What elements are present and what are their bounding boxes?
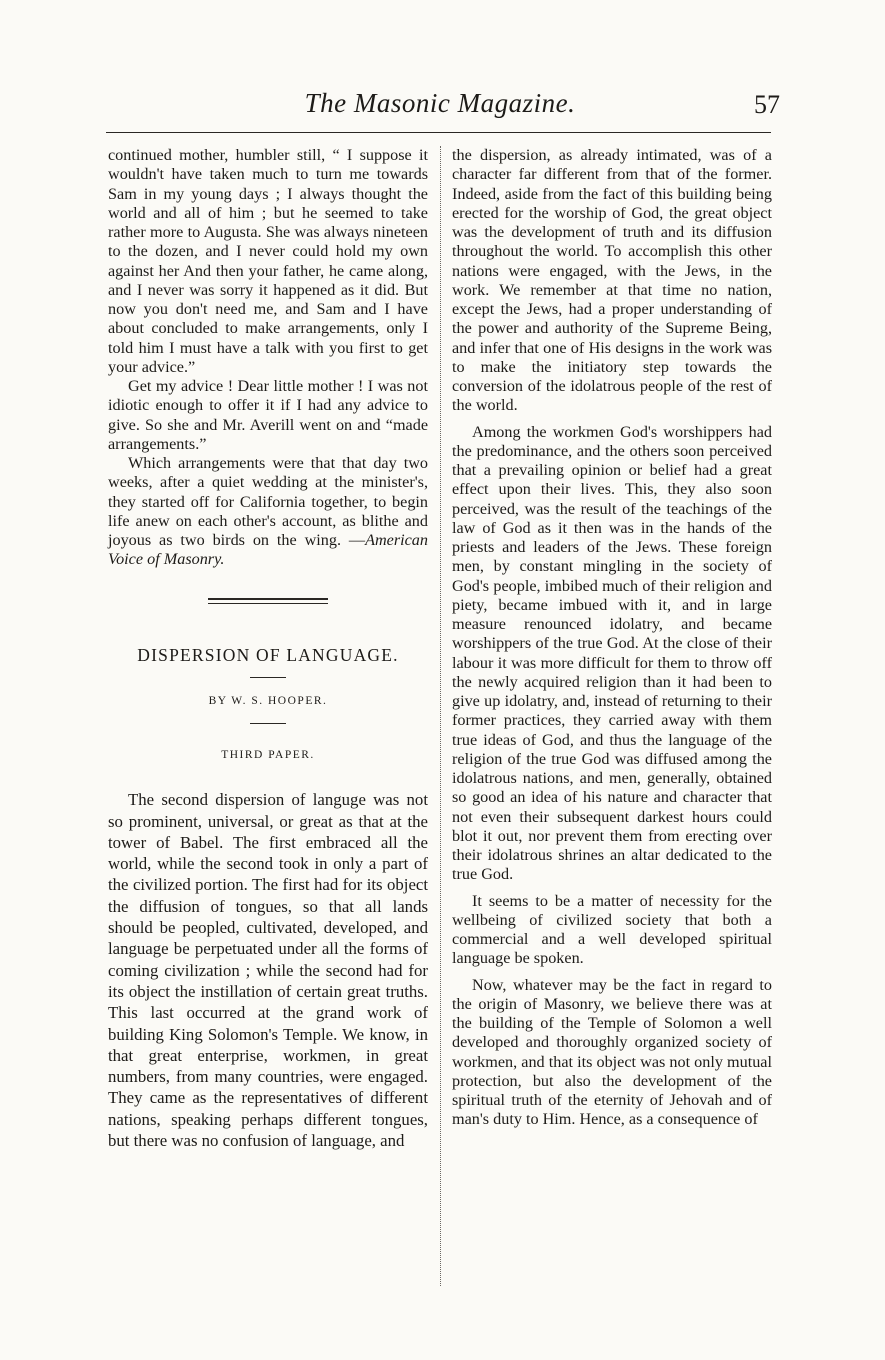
article-paragraph: the dispersion, as already intimated, was of a character far different from that of the former. Indeed, aside from the fact of this building being erected for the worship of God, the great object was the development of truth and its diffusion throughout the world. To accomplish this other nations were engaged, with the Jews, in the work. We remember at that time no nation, except the Jews, had a proper understanding of the power and authority of the Supreme Being, and infer that one of His designs in the work was to make the initiatory step towards the conversion of the idolatrous people of the rest of the world. (452, 146, 772, 415)
running-title: The Masonic Magazine. (304, 88, 576, 118)
article-paragraph: Now, whatever may be the fact in regard to the origin of Masonry, we believe there was at the building of the Temple of Solomon a well developed and thoroughly organized society of workmen, and that its object was not only mutual protection, but also the development of the spiritual truth of the eternity of Jehovah and of man's duty to Him. Hence, as a consequence of (452, 975, 772, 1129)
article-paragraph: The second dispersion of languge was not so prominent, universal, or great as that at the tower of Babel. The first embraced all the world, while the second took in only a part of the civilized portion. The first had for its object the diffusion of tongues, so that all lands should be peopled, cultivated, developed, and language be perpetuated under all the forms of coming civilization ; while the second had for its object the instillation of certain great truths. This last occurred at the grand work of building King Solomon's Temple. We know, in that great enterprise, workmen, in great numbers, from many countries, were engaged. They came as the representatives of different nations, speaking perhaps different tongues, but there was no confusion of language, and (108, 790, 428, 1150)
left-column (108, 146, 428, 1151)
byline-rule (250, 723, 286, 724)
column-divider (440, 146, 441, 1286)
paper-label: THIRD PAPER. (221, 749, 315, 761)
source-attribution: American Voice of Masonry. (108, 531, 428, 569)
section-divider (208, 598, 328, 604)
article-paragraph: Among the workmen God's worshippers had the predominance, and the others soon perceived that a prevailing opinion or belief had a great effect upon their lives. This, they also soon perceived, was the result of the teachings of the law of God as it then was in the hands of the priests and leaders of the Jews. These foreign men, by constant mingling in the society of God's people, imbibed much of their religion and piety, became imbued with it, and in large measure renounced idolatry, and became worshippers of the true God. At the close of their labour it was more difficult for them to throw off the newly acquired religion than it had been to give up idolatry, and, instead of returning to their former practices, they carried away with them true ideas of God, and thus the language of the religion of the true God was diffused among the idolatrous nations, and men, generally, obtained so good an idea of his nature and character that not even their subsequent darkest hours could blot it out, nor prevent them from erecting over their idolatrous shrines an altar dedicated to the true God. (452, 422, 772, 884)
byline: BY W. S. HOOPER. (208, 694, 328, 707)
page-number: 57 (754, 90, 780, 119)
article-title: DISPERSION OF LANGUAGE. (137, 644, 399, 665)
story-paragraph: continued mother, humbler still, “ I suppose it wouldn't have taken much to turn me towards Sam in my young days ; I always thought the world and all of him ; but he seemed to take rather more to Augusta. She was always nineteen to the dozen, and I never could hold my own against her And then your father, he came along, and I never was sorry it happened as it did. But now you don't need me, and Sam and I have about concluded to make arrangements, only I told him I must have a talk with you first to get your advice.” (108, 146, 428, 376)
story-paragraph: Get my advice ! Dear little mother ! I was not idiotic enough to offer it if I had any advice to give. So she and Mr. Averill went on and “made arrangements.” (108, 377, 428, 453)
article-body (108, 789, 428, 1151)
story-closing-text: Which arrangements were that that day two weeks, after a quiet wedding at the minister's, they started off for California together, to begin life anew on each other's account, as blithe and joyous as two birds on the wing. — (108, 454, 428, 549)
title-rule (250, 677, 286, 678)
article-paragraph: It seems to be a matter of necessity for the wellbeing of civilized society that both a commercial and a well developed spiritual language be spoken. (452, 891, 772, 968)
header-rule (106, 132, 771, 133)
right-column (452, 146, 772, 1130)
running-head (100, 86, 780, 126)
story-paragraph (108, 454, 428, 570)
